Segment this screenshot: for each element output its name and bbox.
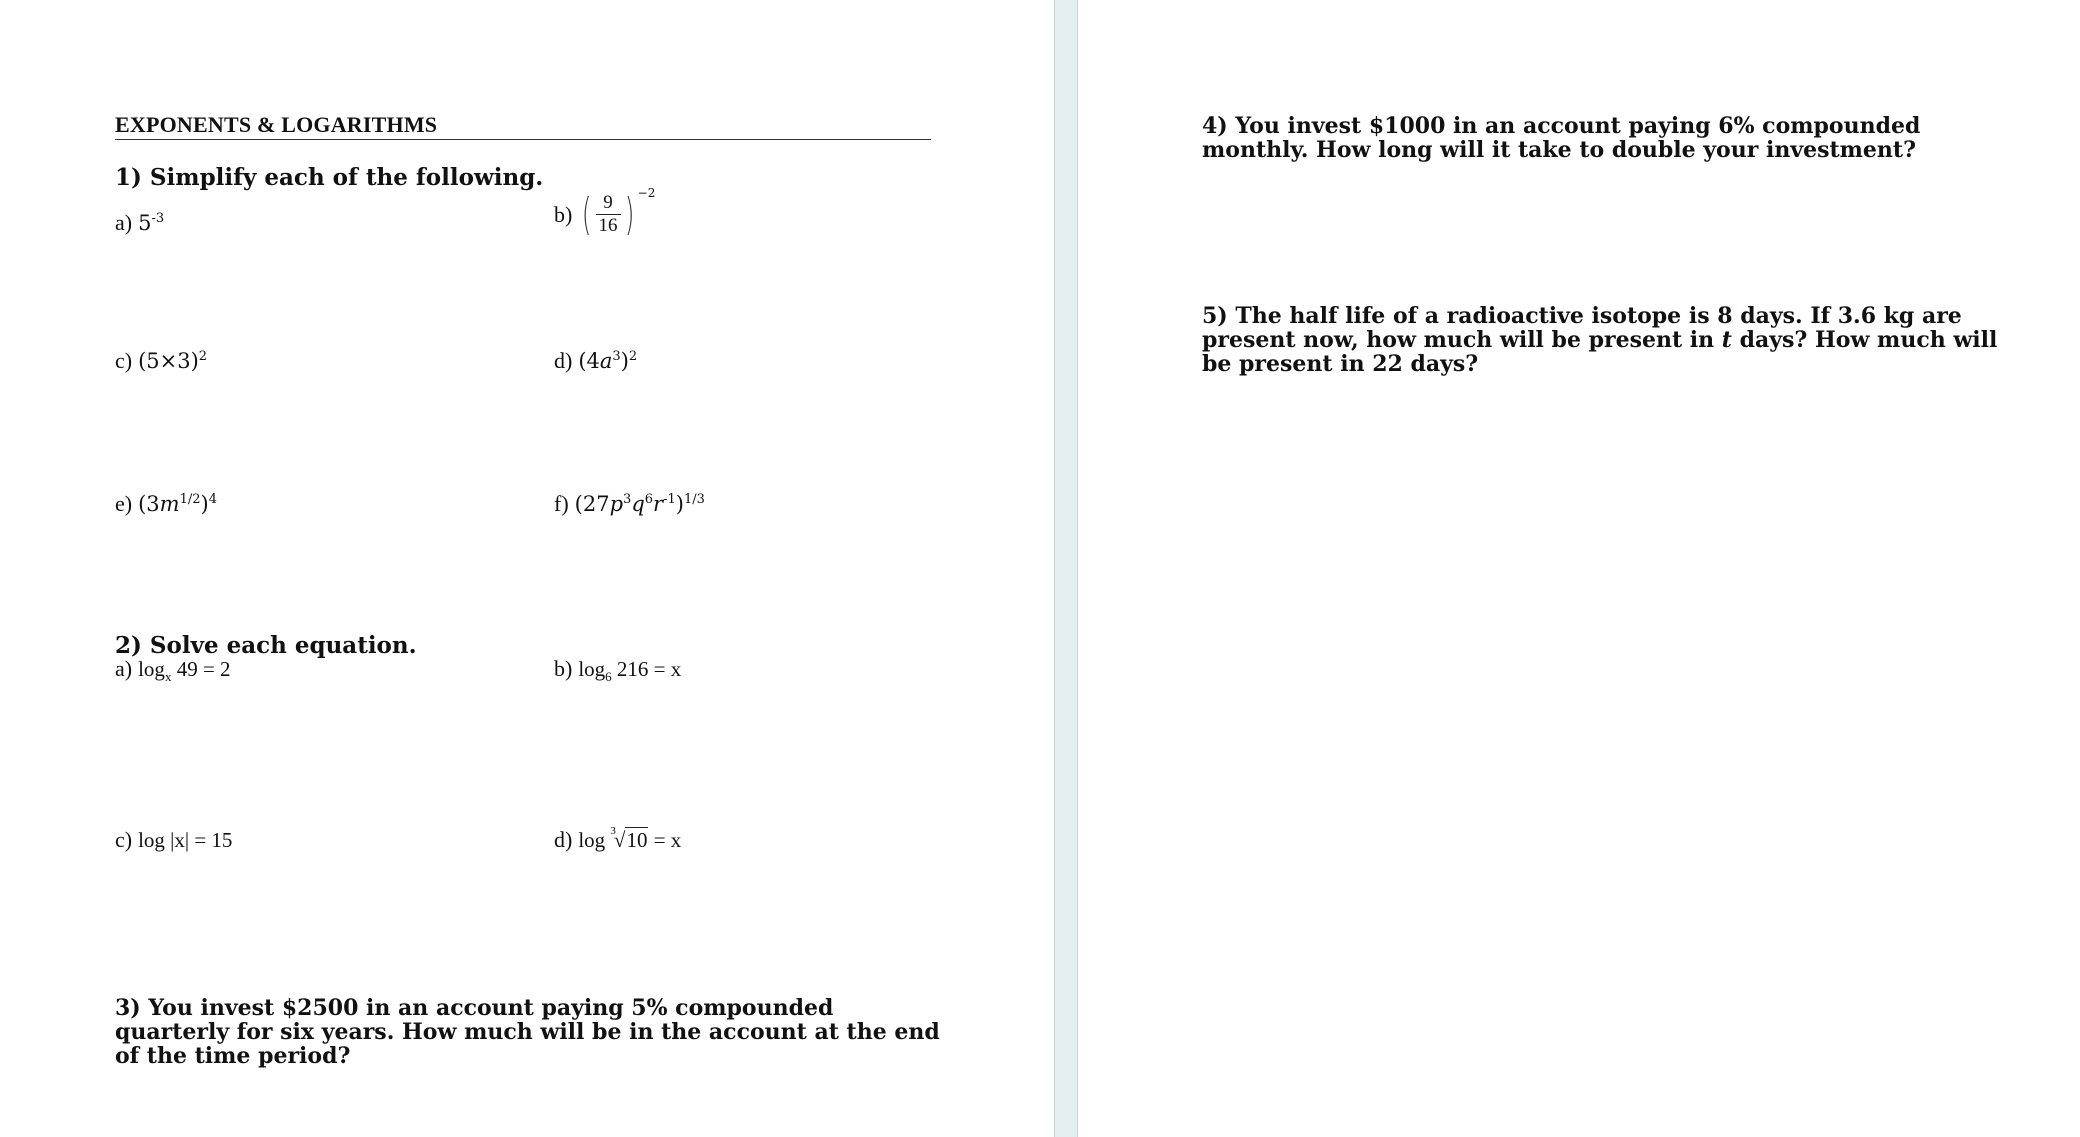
q1-item-f <box>554 491 705 517</box>
worksheet-page-right <box>1078 0 2080 1137</box>
q1b-denominator: 16 <box>598 215 618 236</box>
q5-text-before: 5) The half life of a radioactive isotope is 8 days. If 3.6 kg are present now, how much will be present in <box>1202 303 1962 353</box>
q1a-base: 5 <box>138 211 152 235</box>
q2c-text: log |x| = 15 <box>138 828 233 852</box>
q1f-exp-r: -1 <box>663 492 676 507</box>
q2c-label: c) <box>115 827 133 852</box>
q2b-base: 6 <box>605 669 612 685</box>
q2d-radicand: 10 <box>626 828 648 852</box>
q2d-rest: = x <box>648 828 682 852</box>
q1f-close: ) <box>675 492 684 516</box>
q1d-close: ) <box>620 349 629 373</box>
q1d-var-exp: 3 <box>612 349 621 364</box>
left-paren-glyph: ( <box>582 188 592 240</box>
q5-text <box>1202 304 2032 376</box>
q5-variable-t: t <box>1721 327 1732 353</box>
q2b-label: b) <box>554 656 573 681</box>
q1e-open: (3 <box>138 492 160 516</box>
q2-item-b <box>554 656 682 685</box>
q1d-label: d) <box>554 348 573 373</box>
q1-item-e <box>115 491 217 517</box>
q1d-exponent: 2 <box>628 349 638 364</box>
q1-item-b <box>554 186 656 240</box>
q1c-expr: (5×3) <box>138 349 199 373</box>
q1d-var: a <box>599 349 613 373</box>
q1b-exponent: −2 <box>637 186 656 200</box>
q1-item-d <box>554 348 637 374</box>
q2-item-d <box>554 827 681 853</box>
q1f-label: f) <box>554 491 569 516</box>
q5-text-after: days? How much will be present in 22 days? <box>1202 327 1998 377</box>
q2-item-c <box>115 827 232 853</box>
right-paren-glyph: ) <box>624 188 634 240</box>
q1a-exponent: -3 <box>151 211 165 226</box>
q1f-exp-p: 3 <box>623 492 632 507</box>
q1f-var-q: q <box>631 492 645 516</box>
q2d-label: d) <box>554 827 573 852</box>
q1f-exp-q: 6 <box>644 492 654 507</box>
q2a-rest: 49 = 2 <box>171 657 231 681</box>
q1-heading: 1) Simplify each of the following. <box>115 164 544 191</box>
radical-sign-icon: √ <box>613 828 626 852</box>
q2b-log: log <box>578 657 606 681</box>
q1e-exponent: 4 <box>208 492 217 507</box>
page-gutter <box>1054 0 1078 1137</box>
q1d-open: (4 <box>578 349 600 373</box>
q1f-var-r: r <box>653 492 664 516</box>
q1f-exponent: 1/3 <box>683 492 705 507</box>
q1-item-a <box>115 210 164 236</box>
page-title: EXPONENTS & LOGARITHMS <box>115 112 931 140</box>
q2d-cube-root <box>610 825 648 852</box>
q2d-root-index: 3 <box>610 825 616 837</box>
q1e-var-exp: 1/2 <box>179 492 201 507</box>
q2b-rest: 216 = x <box>611 657 682 681</box>
q2a-log: log <box>138 657 165 681</box>
q4-text: 4) You invest $1000 in an account paying 6% compounded monthly. How long will it take to double your investment? <box>1202 113 1921 163</box>
q1b-numerator: 9 <box>596 192 621 215</box>
q2-heading: 2) Solve each equation. <box>115 632 417 659</box>
q1e-label: e) <box>115 491 133 516</box>
q1b-label: b) <box>554 201 573 227</box>
q1b-fraction <box>596 192 621 237</box>
q1f-var-p: p <box>609 492 624 516</box>
q1a-label: a) <box>115 210 133 235</box>
q2a-base: x <box>164 669 172 685</box>
q3-text: 3) You invest $2500 in an account paying 5% compounded quarterly for six years. How much will be in the account at the end of the time period? <box>115 995 940 1069</box>
q1-item-c <box>115 348 207 374</box>
q1c-label: c) <box>115 348 133 373</box>
q1f-open: (27 <box>574 492 610 516</box>
q1e-var: m <box>159 492 180 516</box>
q2a-label: a) <box>115 656 133 681</box>
q1c-exponent: 2 <box>198 349 208 364</box>
q2-item-a <box>115 656 231 685</box>
q2d-log: log <box>578 828 606 852</box>
q1e-close: ) <box>200 492 209 516</box>
